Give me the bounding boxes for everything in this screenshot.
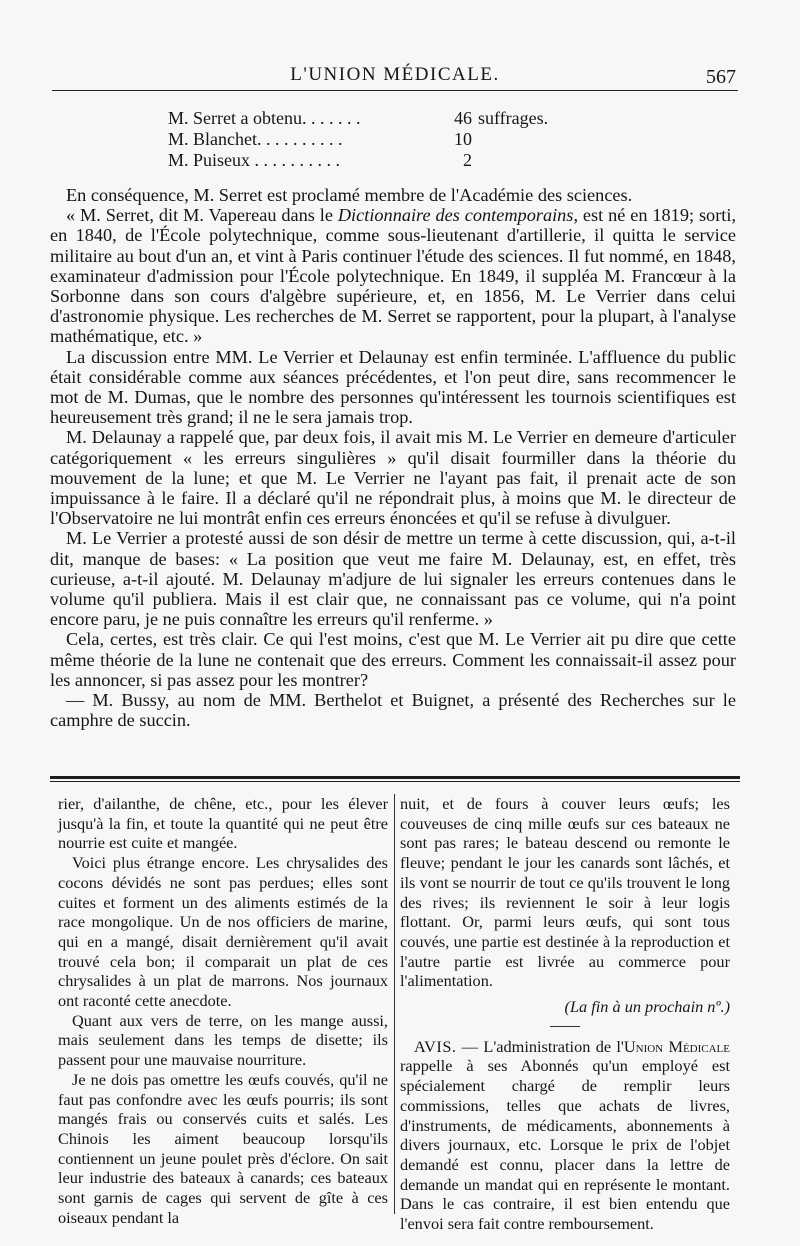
notice-paragraph: [400, 1037, 730, 1234]
paragraph-discussion: La discussion entre MM. Le Verrier et Delaunay est enfin terminée. L'affluence du public était considérable comme aux séances précédentes, et l'on peut dire, sans recommencer le mot de M. Dumas, que le nombre des personnes qu'intéressent les tournois scientifiques est heureusement très grand; il ne le sera jamais trop.: [50, 346, 736, 428]
continuation-note: (La fin à un prochain nº.): [564, 997, 730, 1017]
paragraph-delaunay: M. Delaunay a rappelé que, par deux fois, il avait mis M. Le Verrier en demeure d'articuler catégoriquement « les erreurs singulières » qu'il disait fourmiller dans la théorie du mouvement de la lune; et que M. Le Verrier ne l'ayant pas fait, il prenait acte de son impuissance à le faire. Il a déclaré qu'il ne répondrait plus, à moins que M. le directeur de l'Observatoire ne lui montrât enfin ces erreurs énoncées et qu'il se refuse à divulguer.: [50, 427, 736, 529]
paragraph-commentary: Cela, certes, est très clair. Ce qui l'est moins, c'est que M. Le Verrier ait pu dire que cette même théorie de la lune ne contenait que des erreurs. Comment les connaissait-il assez pour les annoncer, si pas assez pour les montrer?: [50, 629, 736, 690]
journal-name: Union Médicale: [623, 1036, 730, 1056]
column-rule: [394, 794, 395, 1214]
notice-label: AVIS.: [414, 1036, 457, 1056]
feuilleton-left-column: [58, 794, 388, 1227]
page-number: 567: [706, 66, 736, 88]
paragraph-bussy: — M. Bussy, au nom de MM. Berthelot et Buignet, a présenté des Recherches sur le camphre de succin.: [50, 690, 736, 731]
vote-candidate: M. Puiseux . . . . . . . . . .: [168, 150, 341, 170]
feuilleton-right-column: [400, 794, 730, 1234]
vote-unit: suffrages.: [478, 108, 549, 128]
main-article: [50, 185, 736, 730]
paragraph: Je ne dois pas omettre les œufs couvés, qu'il ne faut pas confondre avec les œufs pourris; ils sont mangés frais ou conservés cuits et salés. Les Chinois les aiment beaucoup lorsqu'ils contiennent un jeune poulet près d'éclore. On sait leur industrie des bateaux à canards; ces bateaux sont garnis de cages qui servent de gîte à ces oiseaux pendant la: [58, 1069, 388, 1227]
paragraph: nuit, et de fours à couver leurs œufs; les couveuses de cinq mille œufs sur ces bateaux ne sont pas rares; le bateau descend ou remonte le fleuve; pendant le jour les canards sont lâchés, et ils vont se nourrir de tout ce qu'ils trouvent le long des rives; ils reviennent le soir à leur logis flottant. Or, parmi leurs œufs, qui sont tous couvés, une partie est destinée à la reproduction et l'autre partie est livrée au commerce pour l'alimentation.: [400, 794, 730, 991]
notice-dash: — L'administration de l': [456, 1036, 624, 1056]
vote-candidate: M. Blanchet. . . . . . . . . .: [168, 129, 343, 149]
section-divider: [50, 776, 740, 779]
running-title: L'UNION MÉDICALE.: [290, 64, 500, 85]
paragraph-serret-bio: [50, 205, 736, 346]
vote-count: 10: [454, 129, 472, 149]
paragraph-le-verrier: M. Le Verrier a protesté aussi de son désir de mettre un terme à cette discussion, qui, a-t-il dit, manque de bases: « La position que veut me faire M. Delaunay, est, en effet, très curieuse, a-t-il ajouté. M. Delaunay m'adjure de lui signaler les erreurs contenues dans le volume qu'il publiera. Mais il est clair que, ne connaissant pas ce volume, qui n'a point encore paru, je ne puis connaître les erreurs qu'il renferme. »: [50, 528, 736, 630]
bio-text: , est né en 1819; sorti, en 1840, de l'École polytechnique, comme sous-lieutenant d'artillerie, il quitta le service militaire au bout d'un an, et vint à Paris continuer l'étude des sciences. Il fut nommé, en 1848, examinateur d'admission pour l'École polytechnique. En 1849, il suppléa M. Francœur à la Sorbonne dans son cours d'algèbre supérieure, et, en 1856, M. Le Verrier dans celui d'astronomie physique. Les recherches de M. Serret se rapportent, pour la plupart, à l'analyse mathématique, etc. »: [50, 205, 737, 347]
vote-count: 2: [463, 150, 472, 170]
paragraph: Voici plus étrange encore. Les chrysalides des cocons dévidés ne sont pas perdues; elles sont cuites et forment un des aliments estimés de la race mongolique. Un de nos officiers de marine, qui en a mangé, disait dernièrement qu'il avait trouvé cela bon; il comparait un plat de ces chrysalides à un plat de marrons. Nos journaux ont raconté cette anecdote.: [58, 853, 388, 1011]
section-divider-thin: [50, 781, 740, 782]
paragraph-election-result: En conséquence, M. Serret est proclamé membre de l'Académie des sciences.: [66, 185, 633, 205]
vote-row: [168, 108, 548, 129]
dictionary-title: Dictionnaire des contemporains: [337, 205, 574, 226]
vote-unit: [472, 150, 478, 171]
vote-row: [168, 129, 548, 150]
vote-row: [168, 150, 548, 171]
vote-results: [168, 108, 548, 171]
short-rule: [550, 1026, 580, 1027]
page-header: [52, 60, 738, 91]
bio-intro: « M. Serret, dit M. Vapereau dans le: [66, 205, 338, 226]
paragraph: Quant aux vers de terre, on les mange aussi, mais seulement dans les temps de disette; ils passent pour une mauvaise nourriture.: [58, 1010, 388, 1070]
vote-count: 46: [454, 108, 472, 128]
vote-candidate: M. Serret a obtenu. . . . . . .: [168, 108, 361, 128]
notice-text: rappelle à ses Abonnés qu'un employé est spécialement chargé de remplir leurs commissions, telles que achats de livres, d'instruments, de médicaments, abonnements à divers journaux, etc. Lorsque le prix de l'objet demandé est connu, placer dans la lettre de demande un mandat qui en représente le montant. Dans le cas contraire, il est bien entendu que l'envoi sera fait contre remboursement.: [400, 1056, 730, 1234]
vote-unit: [472, 129, 478, 150]
paragraph: rier, d'ailanthe, de chêne, etc., pour les élever jusqu'à la fin, et toute la quantité qui ne peut être nourrie est cuite et mangée.: [58, 794, 388, 853]
